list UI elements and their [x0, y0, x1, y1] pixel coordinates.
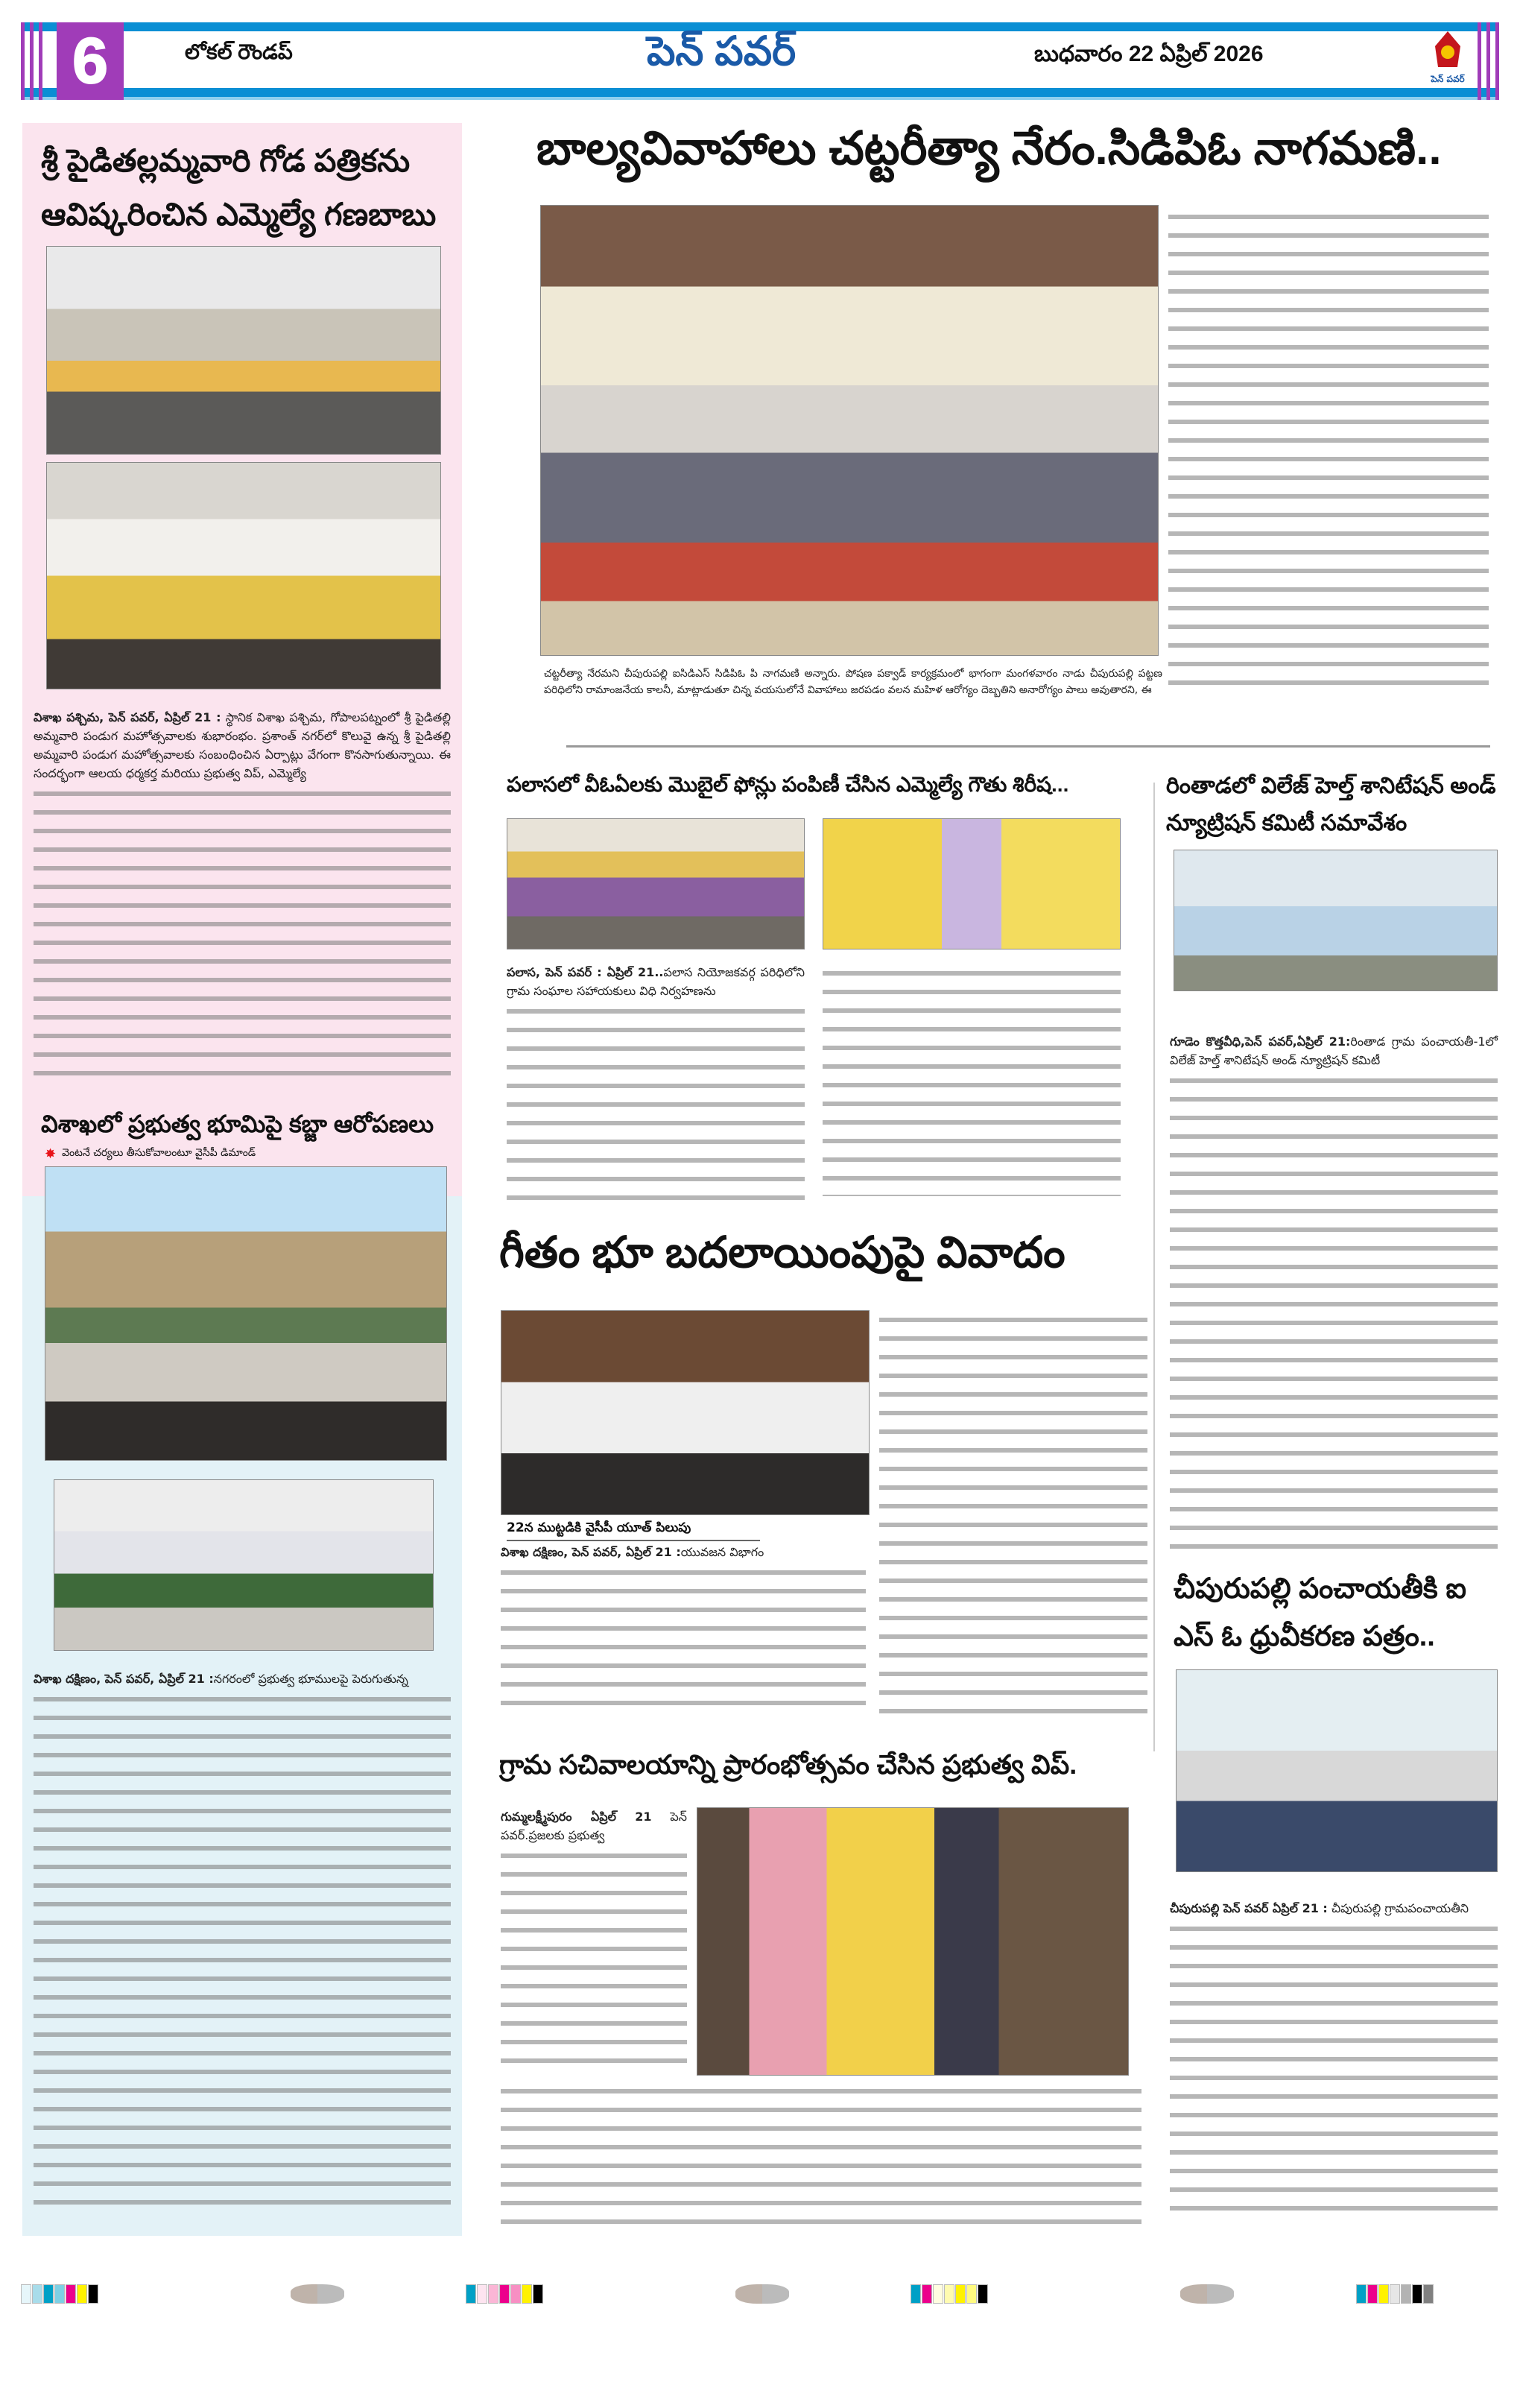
dateline: విశాఖ దక్షిణం, పెన్ పవర్, ఏప్రిల్ 21 : — [501, 1545, 681, 1559]
color-swatch — [922, 2284, 932, 2304]
color-swatch — [54, 2284, 65, 2304]
color-bar-1 — [21, 2284, 99, 2304]
photo-health-committee — [1174, 850, 1498, 991]
color-swatch — [77, 2284, 87, 2304]
body-text: చట్టరీత్యా నేరమని చీపురుపల్లి ఐసిడిఎస్ సిడిపిఓ పి నాగమణి అన్నారు. పోషణ పక్వాడ్ కార్యక్రమంలో భాగంగా మంగళవారం నాడు చీపురుపల్లి పట్టణ పరిధిలోని రామాంజనేయ కాలనీ, — [544, 668, 1162, 696]
dateline: విశాఖ పశ్చిమ, పెన్ పవర్, ఏప్రిల్ 21 : — [34, 710, 221, 724]
article-body-rintada — [1170, 1032, 1498, 1554]
body-text: పెన్ పవర్.ప్రజలకు ప్రభుత్వ — [501, 1810, 687, 1842]
purple-rule — [1495, 22, 1499, 100]
color-swatch — [1367, 2284, 1378, 2304]
headline-child-marriage: బాల్యవివాహాలు చట్టరీత్యా నేరం.సిడిపిఓ నాగమణి.. — [536, 123, 1442, 174]
photo-mla-ganababu — [46, 462, 441, 689]
color-bar-2 — [466, 2284, 544, 2304]
headline-geetham: గీతం భూ బదలాయింపుపై వివాదం — [499, 1228, 1065, 1277]
page-number: 6 — [57, 22, 124, 100]
headline-palasa: పలాసలో వీఓఏలకు మొబైల్ ఫోన్లు పంపిణీ చేసిన ఎమ్మెల్యే గౌతు శిరీష... — [507, 773, 1069, 796]
section-title: లోకల్ రౌండప్ — [185, 40, 293, 63]
issue-date: బుధవారం 22 ఏప్రిల్ 2026 — [1034, 42, 1264, 66]
body-text-lines — [501, 1564, 866, 1713]
photo-anganwadi-meeting — [540, 205, 1159, 656]
body-text: చీపురుపల్లి గ్రామపంచాయతీని — [1331, 1901, 1469, 1915]
photo-mobile-distribution-2 — [823, 818, 1121, 949]
body-text-lines — [507, 1003, 805, 1212]
subheadline — [45, 1146, 256, 1162]
color-swatch — [32, 2284, 42, 2304]
headline-paiditalli: శ్రీ పైడితల్లమ్మవారి గోడ పత్రికను ఆవిష్కరించిన ఎమ్మెల్యే గణబాబు — [41, 143, 437, 232]
registration-mark — [735, 2284, 789, 2304]
color-swatch — [911, 2284, 921, 2304]
purple-rule — [1478, 22, 1481, 100]
newspaper-logo — [1429, 30, 1466, 89]
headline-sachivalayam: గ్రామ సచివాలయాన్ని ప్రారంభోత్సవం చేసిన ప్రభుత్వ విప్. — [499, 1749, 1077, 1780]
purple-rule — [21, 22, 25, 100]
registration-mark — [291, 2284, 344, 2304]
headline-rintada: రింతాడలో విలేజ్ హెల్త్ శానిటేషన్ అండ్ న్యూట్రిషన్ కమిటీ సమావేశం — [1166, 774, 1496, 835]
color-swatch — [499, 2284, 510, 2304]
photo-mobile-distribution-1 — [507, 818, 805, 949]
color-swatch — [944, 2284, 954, 2304]
body-text-lines — [823, 965, 1121, 1196]
purple-rule — [1486, 22, 1490, 100]
body-text-lines — [1170, 1921, 1498, 2219]
color-swatch — [21, 2284, 31, 2304]
registration-mark — [1180, 2284, 1234, 2304]
color-bar-4 — [1356, 2284, 1434, 2304]
body-text: రింతాడ గ్రామ పంచాయతీ-1లో విలేజ్ హెల్త్ శానిటేషన్ అండ్ న్యూట్రిషన్ కమిటీ — [1170, 1034, 1498, 1067]
article-body-sachivalayam — [501, 1807, 687, 2076]
dateline: చీపురుపల్లి పెన్ పవర్ ఏప్రిల్ 21 : — [1170, 1901, 1328, 1915]
headline-visakha-land: విశాఖలో ప్రభుత్వ భూమిపై కబ్జా ఆరోపణలు — [41, 1110, 434, 1137]
photo-caption: 22న ముట్టడికి వైసీపీ యూత్ పిలుపు — [507, 1520, 760, 1541]
article-body-geetham — [501, 1543, 866, 1722]
color-swatch — [978, 2284, 988, 2304]
color-swatch — [477, 2284, 487, 2304]
body-text-lines — [1170, 1072, 1498, 1549]
page-header — [21, 22, 1499, 100]
body-text-lines — [34, 1691, 451, 2213]
body-text: స్థానిక విశాఖ పశ్చిమ, గోపాలపట్నంలో శ్రీ పైడితల్లి అమ్మవారి పండుగ మహోత్సవాలకు శుభారంభం. ప్రశాంత్ నగర్‌లో కొలువై ఉన్న శ్రీ పైడితల్లి అమ్మవారి పండుగ మహోత్సవాలకు సంబంధించిన ఏర్పాట్లు వేగంగా కొనసాగుతున్నాయి. ఈ సందర్భంగా ఆలయ ధర్మకర్త మరియు ప్రభుత్వ విప్, ఎమ్మెల్యే — [34, 710, 451, 780]
masthead: పెన్ పవర్ — [647, 29, 797, 74]
color-swatch — [522, 2284, 532, 2304]
article-body-chipurupalli — [1170, 1899, 1498, 2227]
photo-ysrcp-press-meet — [501, 1310, 870, 1515]
dateline: గూడెం కొత్తవీధి,పెన్ పవర్,ఏప్రిల్ 21: — [1170, 1034, 1351, 1049]
color-swatch — [510, 2284, 521, 2304]
divider — [566, 745, 1490, 748]
photo-iso-certificate — [1176, 1669, 1498, 1872]
article-body-visakha-land — [34, 1669, 451, 2228]
color-swatch — [1378, 2284, 1389, 2304]
dateline: గుమ్మలక్ష్మీపురం ఏప్రిల్ 21 — [501, 1810, 652, 1824]
photo-wall-poster-launch — [46, 246, 441, 455]
color-swatch — [1423, 2284, 1434, 2304]
dateline: విశాఖ దక్షిణం, పెన్ పవర్, ఏప్రిల్ 21 : — [34, 1672, 214, 1686]
article-body-child-marriage — [544, 666, 1162, 698]
subheadline-text: వెంటనే చర్యలు తీసుకోవాలంటూ వైసీపీ డిమాండ్ — [62, 1147, 256, 1159]
color-swatch — [66, 2284, 76, 2304]
purple-rule — [39, 22, 42, 100]
header-stripe-thin — [21, 97, 1499, 100]
color-swatch — [88, 2284, 98, 2304]
color-swatch — [1356, 2284, 1367, 2304]
color-swatch — [933, 2284, 943, 2304]
dateline: పలాస, పెన్ పవర్ : ఏప్రిల్ 21.. — [507, 965, 664, 979]
photo-land-protest — [45, 1166, 447, 1461]
body-text-lines — [501, 1848, 687, 2071]
starburst-icon: ✸ — [45, 1146, 57, 1162]
color-swatch — [488, 2284, 498, 2304]
body-text-lines — [1168, 209, 1489, 689]
color-bar-3 — [911, 2284, 989, 2304]
body-text: యువజన విభాగం — [680, 1545, 764, 1559]
color-swatch — [43, 2284, 54, 2304]
body-text: నగరంలో ప్రభుత్వ భూములపై పెరుగుతున్న — [213, 1672, 408, 1686]
color-swatch — [955, 2284, 966, 2304]
article-body-paiditalli — [34, 708, 451, 1088]
photo-ysrcp-leaders — [54, 1479, 434, 1651]
body-text-lines — [34, 786, 451, 1076]
headline-chipurupalli: చీపురుపల్లి పంచాయతీకి ఐ ఎస్ ఓ ధ్రువీకరణ పత్రం.. — [1174, 1573, 1466, 1652]
article-body-palasa — [507, 963, 805, 1216]
logo-text: పెన్ పవర్ — [1431, 74, 1465, 84]
color-swatch — [966, 2284, 977, 2304]
purple-rule — [30, 22, 34, 100]
body-text: పలాస నియోజకవర్గ పరిధిలోని గ్రామ సంఘాల సహాయకులు విధి నిర్వహణను — [507, 965, 805, 998]
color-swatch — [466, 2284, 476, 2304]
color-swatch — [533, 2284, 543, 2304]
header-stripe-bottom — [21, 88, 1499, 97]
color-swatch — [1412, 2284, 1422, 2304]
photo-ribbon-cutting — [697, 1807, 1129, 2076]
body-text: మాట్లాడుతూ చిన్న వయసులోనే వివాహాలు జరపడం వలన మహిళ ఆరోగ్యం దెబ్బతిని అనారోగ్యం పాలు అవుతారని, ఈ — [677, 684, 1152, 696]
color-swatch — [1401, 2284, 1411, 2304]
body-text-lines — [501, 2083, 1141, 2225]
body-text-lines — [879, 1312, 1147, 1718]
color-swatch — [1390, 2284, 1400, 2304]
